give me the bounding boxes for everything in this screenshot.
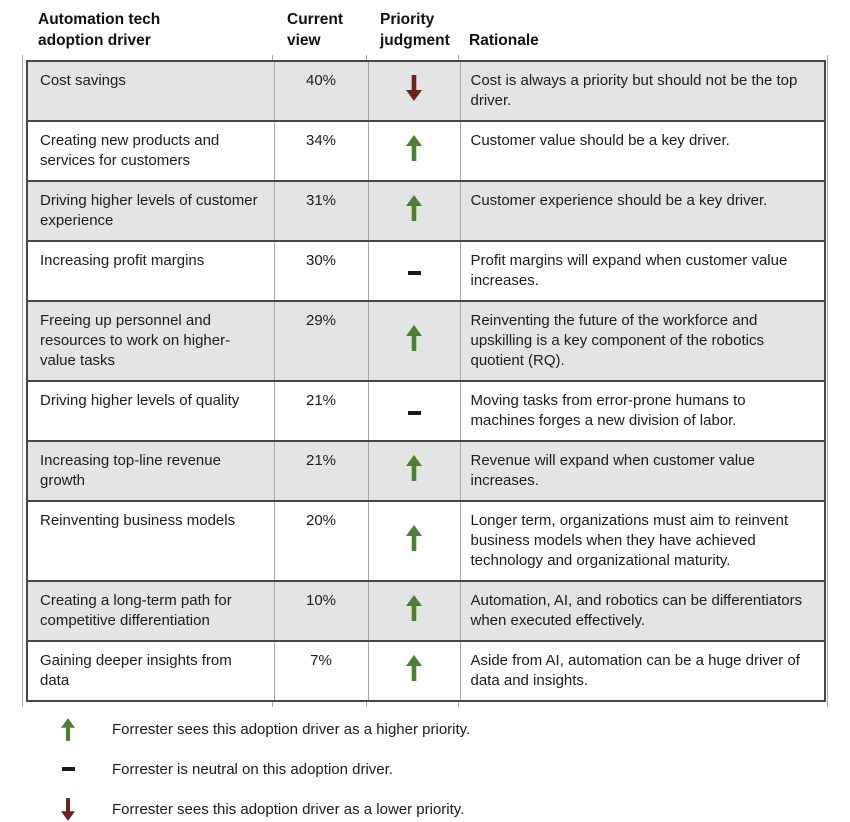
header-priority-judgment-line1: Priority (380, 11, 435, 28)
arrow-up-icon (61, 718, 75, 741)
driver-cell: Cost savings (27, 61, 274, 121)
current-view-cell: 29% (274, 301, 368, 381)
table-row (27, 301, 825, 381)
legend-item-lower-priority (0, 796, 850, 822)
neutral-dash-icon (62, 767, 75, 771)
table-row (27, 121, 825, 181)
driver-cell: Freeing up personnel and resources to work on higher-value tasks (27, 301, 274, 381)
header-current-view-line2: view (287, 32, 321, 49)
current-view-cell: 31% (274, 181, 368, 241)
legend-item-higher-priority (0, 716, 850, 742)
priority-judgment-cell (368, 121, 460, 181)
rationale-cell: Aside from AI, automation can be a huge driver of data and insights. (460, 641, 825, 701)
current-view-cell: 40% (274, 61, 368, 121)
driver-cell: Creating a long-term path for competitive differentiation (27, 581, 274, 641)
header-priority-judgment (367, 9, 459, 51)
driver-cell: Increasing top-line revenue growth (27, 441, 274, 501)
legend-icon-wrap (60, 767, 76, 771)
driver-cell: Gaining deeper insights from data (27, 641, 274, 701)
driver-cell: Driving higher levels of quality (27, 381, 274, 441)
header-current-view (273, 9, 367, 51)
arrow-down-icon (406, 75, 422, 101)
priority-judgment-cell (368, 241, 460, 301)
driver-cell: Reinventing business models (27, 501, 274, 581)
table-header-row (26, 9, 824, 60)
neutral-dash-icon (408, 411, 421, 415)
priority-judgment-cell (368, 441, 460, 501)
table-left-guide-line (22, 55, 23, 707)
driver-cell: Increasing profit margins (27, 241, 274, 301)
adoption-driver-table-wrap (26, 60, 824, 702)
current-view-cell: 21% (274, 381, 368, 441)
column-tick (272, 702, 273, 707)
arrow-up-icon (406, 595, 422, 621)
header-current-view-line1: Current (287, 11, 343, 28)
priority-judgment-cell (368, 181, 460, 241)
table-row (27, 181, 825, 241)
rationale-cell: Customer value should be a key driver. (460, 121, 825, 181)
header-adoption-driver (26, 9, 273, 51)
current-view-cell: 7% (274, 641, 368, 701)
current-view-cell: 21% (274, 441, 368, 501)
arrow-up-icon (406, 455, 422, 481)
legend-text: Forrester is neutral on this adoption driver. (112, 760, 393, 778)
rationale-cell: Revenue will expand when customer value increases. (460, 441, 825, 501)
arrow-up-icon (406, 195, 422, 221)
table-row (27, 501, 825, 581)
table-row (27, 61, 825, 121)
table-row (27, 381, 825, 441)
legend-item-neutral (0, 756, 850, 782)
current-view-cell: 30% (274, 241, 368, 301)
column-tick (272, 55, 273, 60)
column-tick (366, 55, 367, 60)
priority-judgment-cell (368, 61, 460, 121)
legend-text: Forrester sees this adoption driver as a lower priority. (112, 800, 465, 818)
arrow-up-icon (406, 135, 422, 161)
table-row (27, 241, 825, 301)
header-adoption-driver-line2: adoption driver (38, 32, 151, 49)
table-right-guide-line (827, 55, 828, 707)
current-view-cell: 34% (274, 121, 368, 181)
column-tick (458, 702, 459, 707)
legend-text: Forrester sees this adoption driver as a higher priority. (112, 720, 471, 738)
arrow-down-icon (61, 798, 75, 821)
arrow-up-icon (406, 325, 422, 351)
arrow-up-icon (406, 655, 422, 681)
driver-cell: Driving higher levels of customer experience (27, 181, 274, 241)
table-row (27, 581, 825, 641)
arrow-up-icon (406, 525, 422, 551)
rationale-cell: Cost is always a priority but should not be the top driver. (460, 61, 825, 121)
priority-judgment-cell (368, 381, 460, 441)
legend (0, 716, 850, 822)
column-tick (458, 55, 459, 60)
priority-judgment-cell (368, 501, 460, 581)
rationale-cell: Reinventing the future of the workforce and upskilling is a key component of the robotics quotient (RQ). (460, 301, 825, 381)
legend-icon-wrap (60, 798, 76, 821)
rationale-cell: Profit margins will expand when customer value increases. (460, 241, 825, 301)
priority-judgment-cell (368, 581, 460, 641)
column-tick (366, 702, 367, 707)
rationale-cell: Longer term, organizations must aim to reinvent business models when they have achieved technology and organizational maturity. (460, 501, 825, 581)
header-rationale-line1: Rationale (469, 32, 539, 49)
driver-cell: Creating new products and services for customers (27, 121, 274, 181)
header-priority-judgment-line2: judgment (380, 32, 450, 49)
table-row (27, 441, 825, 501)
legend-icon-wrap (60, 718, 76, 741)
priority-judgment-cell (368, 301, 460, 381)
table-row (27, 641, 825, 701)
header-adoption-driver-line1: Automation tech (38, 11, 161, 28)
adoption-driver-table (26, 60, 826, 702)
current-view-cell: 20% (274, 501, 368, 581)
rationale-cell: Moving tasks from error-prone humans to machines forges a new division of labor. (460, 381, 825, 441)
priority-judgment-cell (368, 641, 460, 701)
neutral-dash-icon (408, 271, 421, 275)
rationale-cell: Automation, AI, and robotics can be differentiators when executed effectively. (460, 581, 825, 641)
current-view-cell: 10% (274, 581, 368, 641)
rationale-cell: Customer experience should be a key driver. (460, 181, 825, 241)
header-rationale (459, 30, 824, 51)
